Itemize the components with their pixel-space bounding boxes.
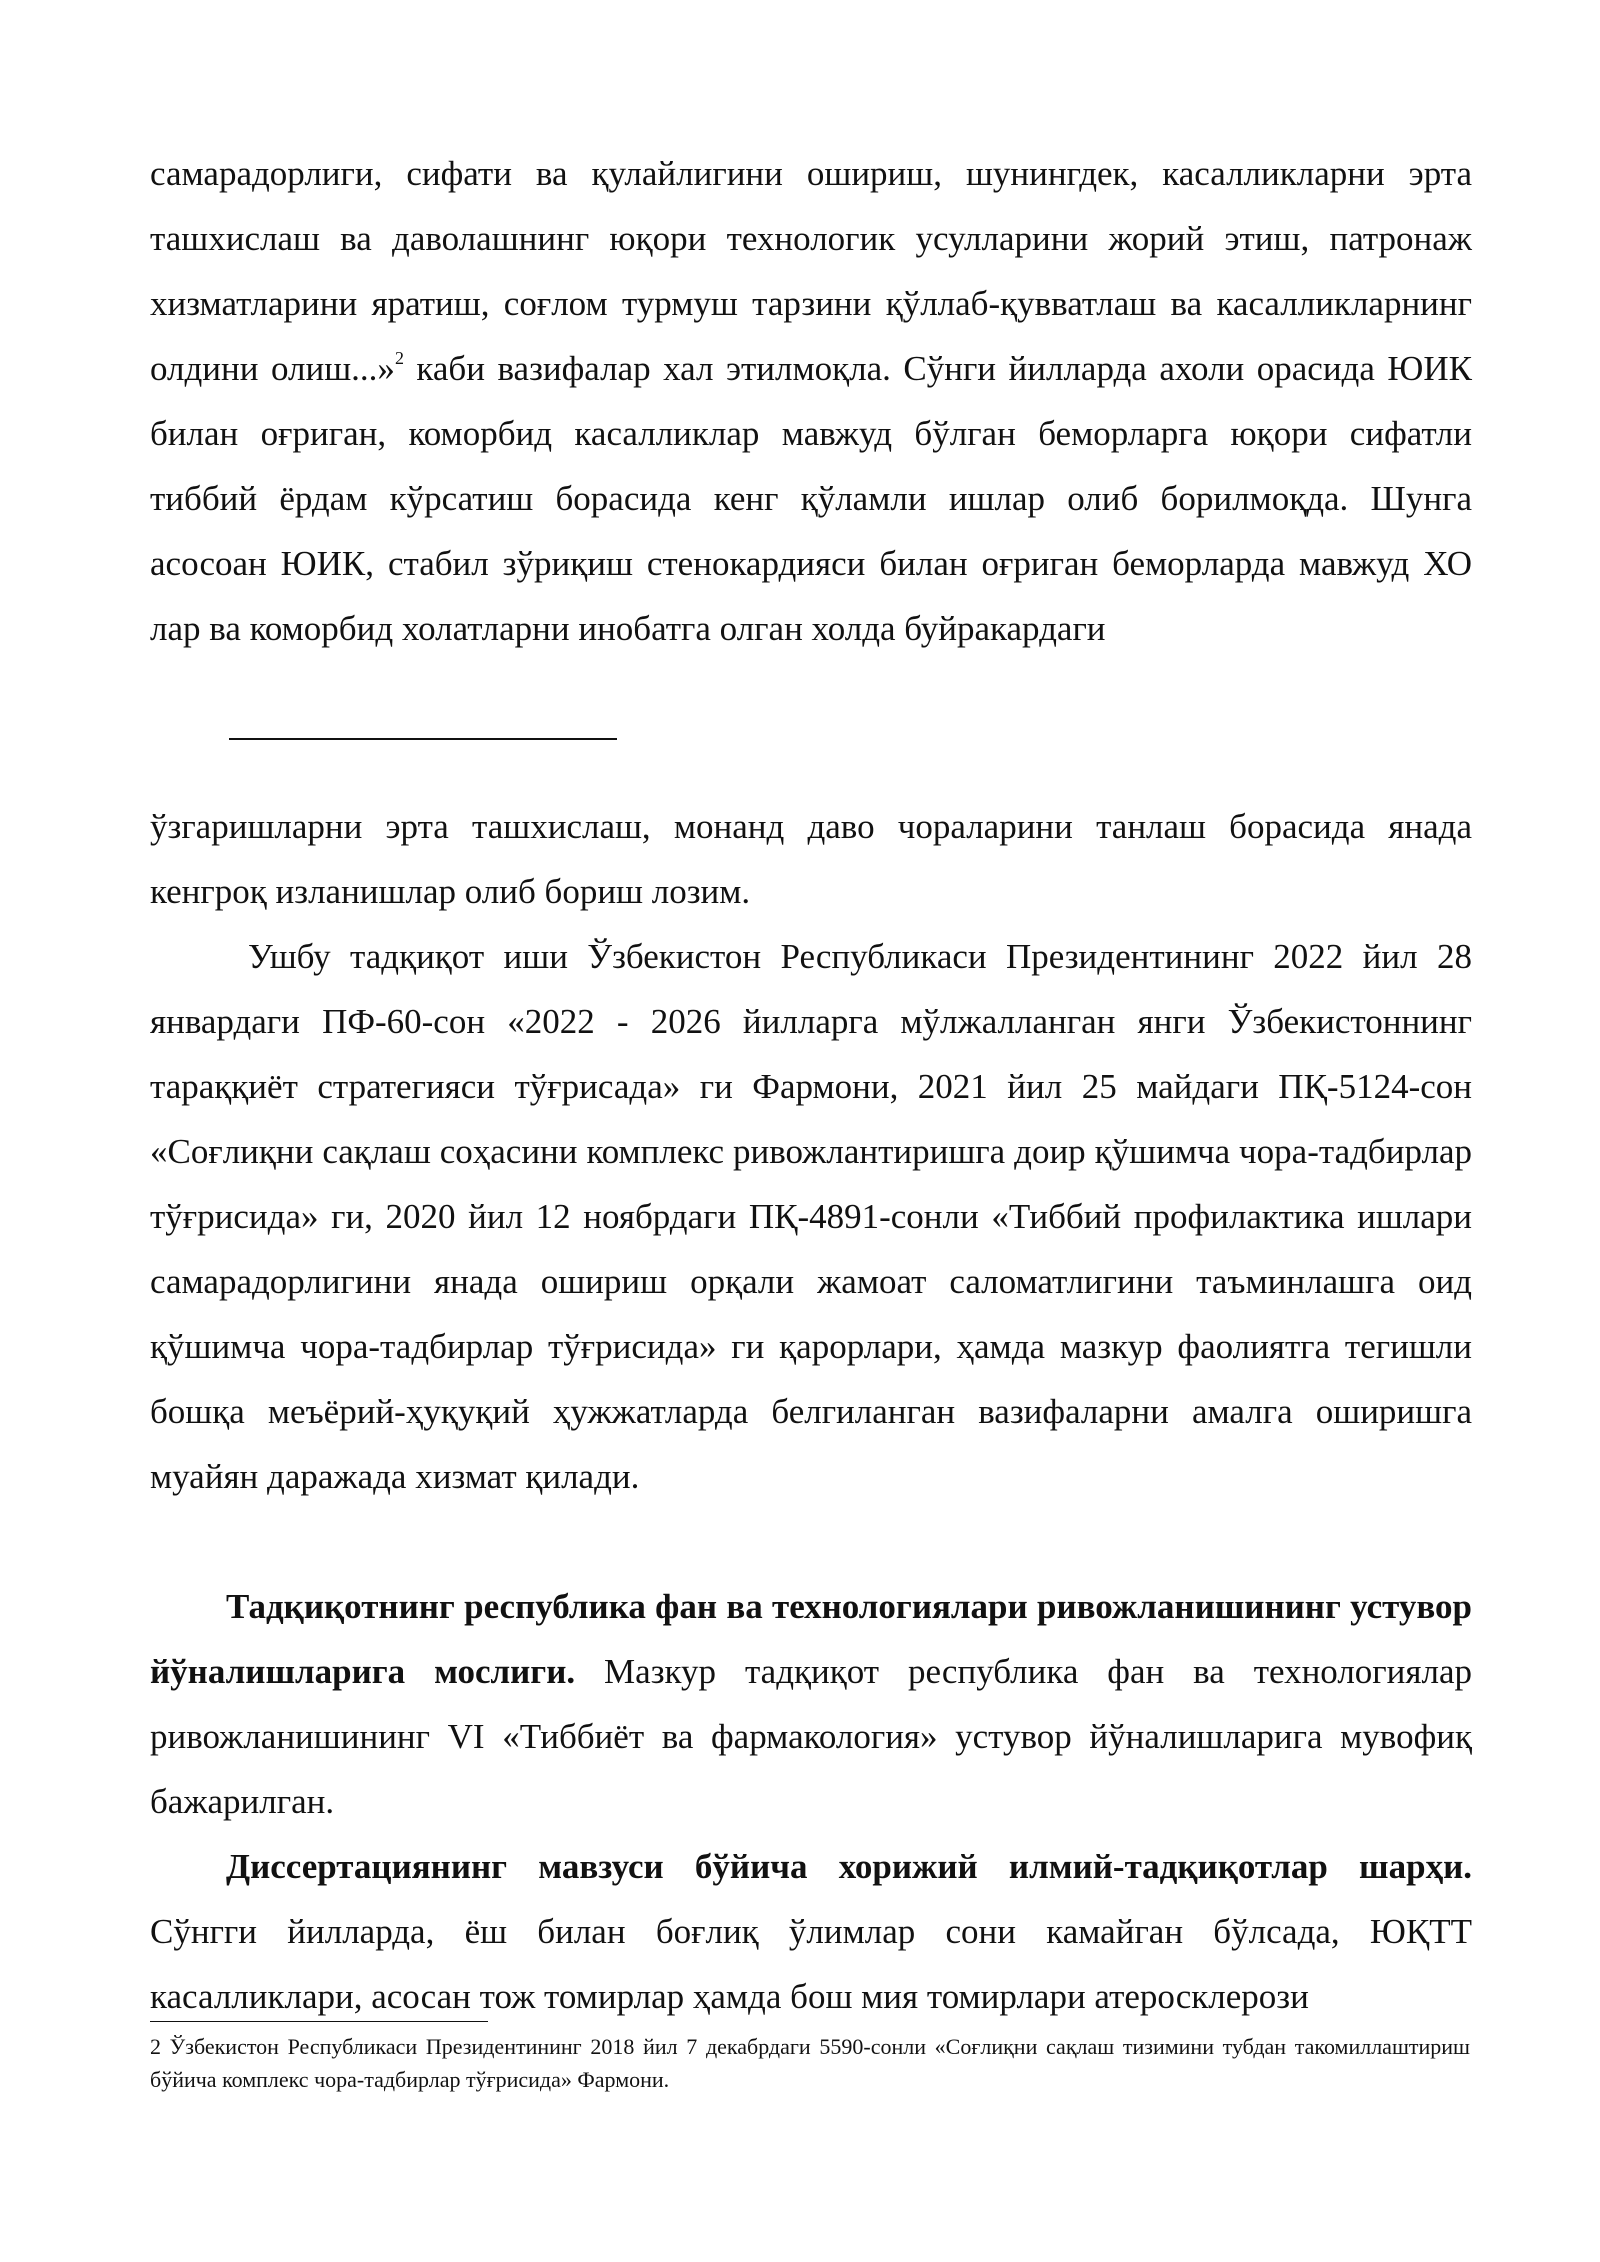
- paragraph-4-text: Мазкур тадқиқот республика фан ва технологиялар ривожланишининг VI «Тиббиёт ва фармакология» устувор йўналишларига мувофиқ бажарилган.: [150, 1652, 1472, 1821]
- paragraph-4: [150, 1574, 1472, 1834]
- footnote: [150, 2030, 1470, 2096]
- footnote-number: 2: [150, 2034, 161, 2059]
- paragraph-1-text-b: каби вазифалар хал этилмоқла. Сўнги йилларда ахоли орасида ЮИК билан оғриган, коморбид касалликлар мавжуд бўлган беморларга юқори сифатли тиббий ёрдам кўрсатиш борасида кенг қўламли ишлар олиб борилмоқда. Шунга асосоан ЮИК, стабил зўриқиш стенокардияси билан оғриган беморларда мавжуд ХО лар ва коморбид холатларни инобатга олган холда буйракардаги: [150, 349, 1472, 648]
- section-divider: [229, 738, 617, 740]
- paragraph-1: [150, 141, 1472, 661]
- footnote-separator: [150, 2021, 488, 2022]
- paragraph-4-heading: Тадқиқотнинг республика фан ва технологиялари ривожланишининг устувор йўналишларига мослиги.: [150, 1587, 1472, 1691]
- paragraph-5: [150, 1834, 1472, 2029]
- footnote-text: Ўзбекистон Республикаси Президентининг 2018 йил 7 декабрдаги 5590-сонли «Соғлиқни сақлаш тизимини тубдан такомиллаштириш бўйича комплекс чора-тадбирлар тўғрисида» Фармони.: [150, 2034, 1470, 2092]
- paragraph-1-text-a: самарадорлиги, сифати ва қулайлигини ошириш, шунингдек, касалликларни эрта ташхислаш ва даволашнинг юқори технологик усулларини жорий этиш, патронаж хизматларини яратиш, соғлом турмуш тарзини қўллаб-қувватлаш ва касалликларнинг олдини олиш...»: [150, 154, 1472, 388]
- paragraph-5-heading: Диссертациянинг мавзуси бўйича хорижий илмий-тадқиқотлар шарҳи.: [226, 1847, 1472, 1886]
- footnote-reference[interactable]: 2: [394, 348, 404, 368]
- paragraph-5-text: Сўнгги йилларда, ёш билан боғлиқ ўлимлар сони камайган бўлсада, ЮҚТТ касалликлари, асосан тож томирлар ҳамда бош мия томирлари атеросклерози: [150, 1912, 1472, 2016]
- paragraph-3: Ушбу тадқиқот иши Ўзбекистон Республикаси Президентининг 2022 йил 28 январдаги ПФ-60-сон «2022 - 2026 йилларга мўлжалланган янги Ўзбекистоннинг тараққиёт стратегияси тўғрисада» ги Фармони, 2021 йил 25 майдаги ПҚ-5124-сон «Соғлиқни сақлаш соҳасини комплекс ривожлантиришга доир қўшимча чора-тадбирлар тўғрисида» ги, 2020 йил 12 ноябрдаги ПҚ-4891-сонли «Тиббий профилактика ишлари самарадорлигини янада ошириш орқали жамоат саломатлигини таъминлашга оид қўшимча чора-тадбирлар тўғрисида» ги қарорлари, ҳамда мазкур фаолиятга тегишли бошқа меъёрий-ҳуқуқий ҳужжатларда белгиланган вазифаларни амалга оширишга муайян даражада хизмат қилади.: [150, 937, 1472, 1496]
- paragraph-2: ўзгаришларни эрта ташхислаш, монанд даво чораларини танлаш борасида янада кенгроқ изланишлар олиб бориш лозим.: [150, 807, 1472, 911]
